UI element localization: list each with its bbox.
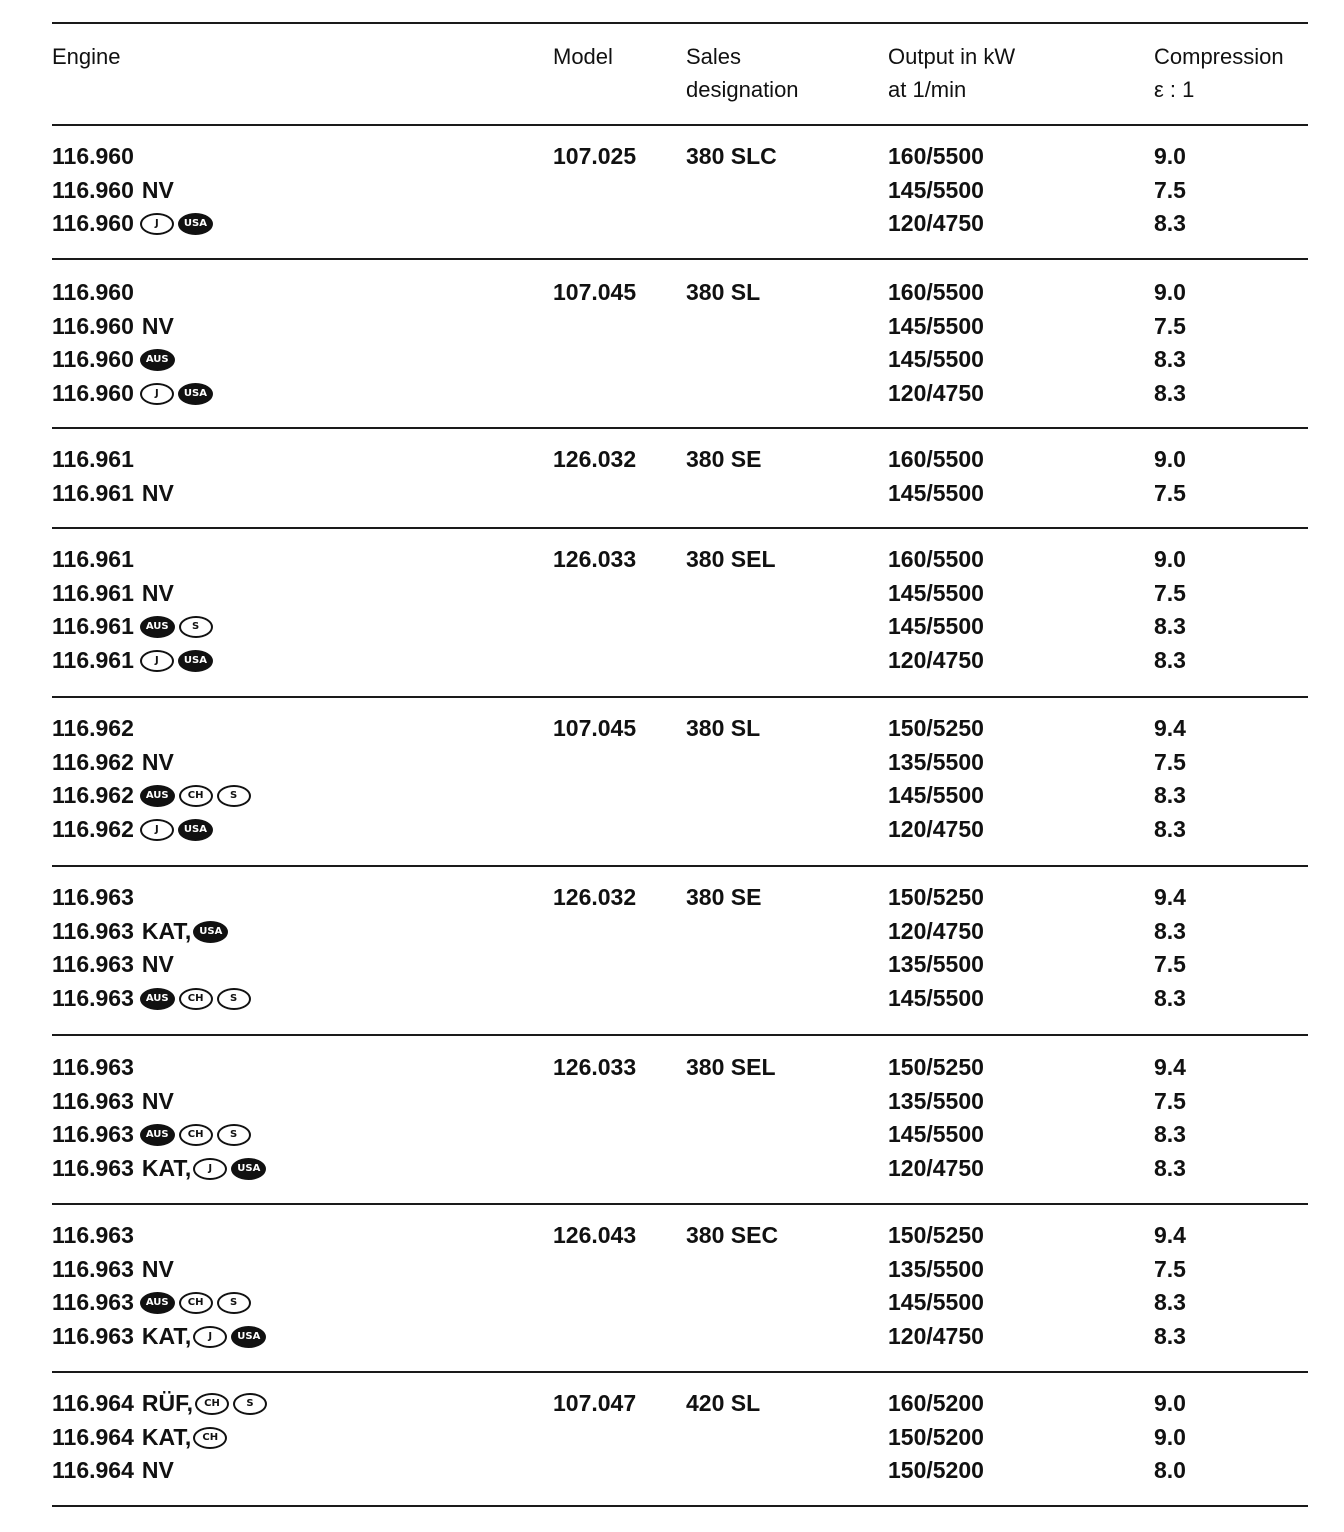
output-cell: 135/5500 [888, 1256, 984, 1282]
engine-code: 116.964 [52, 1457, 134, 1483]
country-badge-ch: CH [195, 1393, 229, 1415]
engine-code: 116.961 [52, 647, 134, 673]
output-cell: 120/4750 [888, 816, 984, 842]
engine-suffix: KAT, [141, 1424, 192, 1450]
engine-suffix: KAT, [141, 1155, 192, 1181]
header-output-line2: at 1/min [888, 77, 967, 102]
engine-code: 116.963 [52, 918, 134, 944]
sales-designation-cell: 380 SEL [686, 1054, 776, 1080]
engine-cell [52, 1118, 255, 1151]
model-cell: 107.045 [553, 715, 637, 741]
engine-cell [52, 1085, 174, 1118]
output-cell: 160/5500 [888, 143, 984, 169]
engine-cell [52, 1320, 270, 1353]
engine-code: 116.962 [52, 782, 134, 808]
engine-cell [52, 477, 174, 510]
country-badges [140, 819, 217, 841]
compression-cell: 7.5 [1154, 480, 1186, 506]
compression-cell: 9.4 [1154, 1222, 1186, 1248]
compression-cell: 8.3 [1154, 210, 1186, 236]
country-badges [140, 213, 217, 235]
country-badges [140, 349, 179, 371]
country-badge-j: J [140, 213, 174, 235]
sales-designation-cell: 380 SEC [686, 1222, 779, 1248]
header-compression-line1: Compression [1154, 44, 1284, 69]
compression-cell: 7.5 [1154, 1256, 1186, 1282]
country-badge-usa: USA [231, 1158, 266, 1180]
country-badges [140, 1292, 255, 1314]
engine-cell [52, 813, 217, 846]
output-cell: 145/5500 [888, 985, 984, 1011]
engine-code: 116.960 [52, 380, 134, 406]
engine-suffix: NV [141, 1457, 174, 1483]
country-badge-ch: CH [179, 988, 213, 1010]
group-divider [52, 865, 1308, 867]
compression-cell: 8.3 [1154, 1155, 1186, 1181]
country-badge-aus: AUS [140, 1292, 175, 1314]
engine-code: 116.963 [52, 1088, 134, 1114]
engine-cell [52, 1051, 134, 1084]
compression-cell: 9.4 [1154, 884, 1186, 910]
country-badge-ch: CH [179, 1292, 213, 1314]
country-badge-usa: USA [231, 1326, 266, 1348]
engine-cell [52, 1152, 270, 1185]
sales-designation-cell: 380 SE [686, 446, 762, 472]
country-badge-j: J [193, 1326, 227, 1348]
country-badges [140, 650, 217, 672]
header-sales-line1: Sales [686, 44, 742, 69]
header-model: Model [553, 44, 613, 69]
engine-cell [52, 310, 174, 343]
header-sales-line2: designation [686, 77, 799, 102]
group-divider [52, 696, 1308, 698]
engine-suffix: NV [141, 177, 174, 203]
engine-cell [52, 577, 174, 610]
country-badge-s: S [233, 1393, 267, 1415]
engine-code: 116.963 [52, 1054, 134, 1080]
country-badge-s: S [217, 1124, 251, 1146]
compression-cell: 8.3 [1154, 380, 1186, 406]
sales-designation-cell: 380 SL [686, 715, 761, 741]
country-badge-aus: AUS [140, 349, 175, 371]
engine-cell [52, 1219, 134, 1252]
country-badge-aus: AUS [140, 988, 175, 1010]
engine-code: 116.960 [52, 313, 134, 339]
engine-cell [52, 207, 217, 240]
output-cell: 120/4750 [888, 1323, 984, 1349]
model-cell: 107.045 [553, 279, 637, 305]
compression-cell: 7.5 [1154, 1088, 1186, 1114]
engine-code: 116.962 [52, 749, 134, 775]
output-cell: 160/5200 [888, 1390, 984, 1416]
country-badges [195, 1393, 271, 1415]
output-cell: 120/4750 [888, 380, 984, 406]
engine-code: 116.960 [52, 143, 134, 169]
output-cell: 120/4750 [888, 1155, 984, 1181]
engine-code: 116.963 [52, 1289, 134, 1315]
output-cell: 145/5500 [888, 613, 984, 639]
model-cell: 126.032 [553, 884, 637, 910]
header-compression-line2: ε : 1 [1154, 77, 1195, 102]
engine-code: 116.964 [52, 1390, 134, 1416]
engine-suffix: KAT, [141, 1323, 192, 1349]
engine-suffix: NV [141, 313, 174, 339]
header-output-line1: Output in kW [888, 44, 1016, 69]
compression-cell: 9.0 [1154, 546, 1186, 572]
engine-code: 116.964 [52, 1424, 134, 1450]
group-divider [52, 258, 1308, 260]
output-cell: 145/5500 [888, 313, 984, 339]
country-badge-s: S [217, 785, 251, 807]
compression-cell: 7.5 [1154, 177, 1186, 203]
country-badges [140, 383, 217, 405]
country-badge-j: J [140, 819, 174, 841]
engine-cell [52, 443, 134, 476]
header-rule [52, 124, 1308, 126]
output-cell: 150/5200 [888, 1457, 984, 1483]
country-badge-s: S [217, 1292, 251, 1314]
sales-designation-cell: 380 SLC [686, 143, 777, 169]
engine-code: 116.963 [52, 951, 134, 977]
compression-cell: 8.3 [1154, 647, 1186, 673]
country-badge-aus: AUS [140, 1124, 175, 1146]
engine-cell [52, 915, 232, 948]
output-cell: 135/5500 [888, 951, 984, 977]
sales-designation-cell: 380 SL [686, 279, 761, 305]
country-badge-s: S [179, 616, 213, 638]
output-cell: 135/5500 [888, 749, 984, 775]
country-badges [193, 1158, 270, 1180]
country-badges [193, 1326, 270, 1348]
compression-cell: 9.0 [1154, 1390, 1186, 1416]
compression-cell: 8.3 [1154, 613, 1186, 639]
country-badge-s: S [217, 988, 251, 1010]
output-cell: 150/5250 [888, 1054, 984, 1080]
compression-cell: 8.3 [1154, 1289, 1186, 1315]
compression-cell: 8.3 [1154, 782, 1186, 808]
engine-code: 116.962 [52, 816, 134, 842]
group-divider [52, 1203, 1308, 1205]
engine-suffix: NV [141, 480, 174, 506]
engine-suffix: NV [141, 749, 174, 775]
country-badge-ch: CH [193, 1427, 227, 1449]
engine-suffix: NV [141, 580, 174, 606]
model-cell: 126.043 [553, 1222, 637, 1248]
engine-cell [52, 1253, 174, 1286]
model-cell: 107.047 [553, 1390, 637, 1416]
model-cell: 126.033 [553, 546, 637, 572]
engine-cell [52, 1421, 231, 1454]
engine-suffix: NV [141, 1256, 174, 1282]
output-cell: 145/5500 [888, 580, 984, 606]
country-badges [140, 988, 255, 1010]
engine-code: 116.961 [52, 580, 134, 606]
engine-cell [52, 610, 217, 643]
engine-code: 116.961 [52, 480, 134, 506]
compression-cell: 9.0 [1154, 1424, 1186, 1450]
compression-cell: 7.5 [1154, 313, 1186, 339]
group-divider [52, 1505, 1308, 1507]
compression-cell: 8.3 [1154, 346, 1186, 372]
compression-cell: 8.3 [1154, 816, 1186, 842]
output-cell: 145/5500 [888, 346, 984, 372]
engine-cell [52, 377, 217, 410]
country-badge-usa: USA [178, 819, 213, 841]
sales-designation-cell: 380 SEL [686, 546, 776, 572]
country-badge-aus: AUS [140, 785, 175, 807]
engine-code: 116.962 [52, 715, 134, 741]
output-cell: 150/5250 [888, 1222, 984, 1248]
country-badges [140, 616, 217, 638]
engine-code: 116.963 [52, 985, 134, 1011]
compression-cell: 7.5 [1154, 580, 1186, 606]
group-divider [52, 1371, 1308, 1373]
country-badge-usa: USA [178, 650, 213, 672]
output-cell: 120/4750 [888, 210, 984, 236]
engine-code: 116.963 [52, 1323, 134, 1349]
engine-cell [52, 276, 134, 309]
engine-cell [52, 746, 174, 779]
country-badge-usa: USA [193, 921, 228, 943]
output-cell: 160/5500 [888, 546, 984, 572]
header-engine: Engine [52, 44, 121, 69]
compression-cell: 9.4 [1154, 715, 1186, 741]
engine-cell [52, 1454, 174, 1487]
group-divider [52, 427, 1308, 429]
compression-cell: 9.0 [1154, 143, 1186, 169]
country-badges [193, 921, 232, 943]
country-badges [193, 1427, 231, 1449]
compression-cell: 8.3 [1154, 1323, 1186, 1349]
sales-designation-cell: 420 SL [686, 1390, 761, 1416]
compression-cell: 7.5 [1154, 749, 1186, 775]
output-cell: 150/5250 [888, 715, 984, 741]
engine-cell [52, 543, 134, 576]
engine-cell [52, 779, 255, 812]
engine-code: 116.960 [52, 210, 134, 236]
engine-cell [52, 1387, 271, 1420]
output-cell: 150/5250 [888, 884, 984, 910]
compression-cell: 9.0 [1154, 446, 1186, 472]
engine-code: 116.961 [52, 613, 134, 639]
output-cell: 120/4750 [888, 647, 984, 673]
engine-cell [52, 948, 174, 981]
engine-cell [52, 644, 217, 677]
output-cell: 145/5500 [888, 480, 984, 506]
engine-cell [52, 140, 134, 173]
output-cell: 150/5200 [888, 1424, 984, 1450]
engine-suffix: RÜF, [141, 1390, 193, 1416]
engine-code: 116.963 [52, 1222, 134, 1248]
engine-code: 116.960 [52, 279, 134, 305]
model-cell: 126.033 [553, 1054, 637, 1080]
country-badge-ch: CH [179, 1124, 213, 1146]
compression-cell: 8.3 [1154, 1121, 1186, 1147]
group-divider [52, 527, 1308, 529]
engine-code: 116.963 [52, 1155, 134, 1181]
engine-code: 116.960 [52, 177, 134, 203]
output-cell: 145/5500 [888, 782, 984, 808]
compression-cell: 8.3 [1154, 918, 1186, 944]
group-divider [52, 1034, 1308, 1036]
sales-designation-cell: 380 SE [686, 884, 762, 910]
engine-suffix: KAT, [141, 918, 192, 944]
output-cell: 145/5500 [888, 1121, 984, 1147]
engine-cell [52, 343, 179, 376]
country-badge-usa: USA [178, 213, 213, 235]
compression-cell: 7.5 [1154, 951, 1186, 977]
table-top-rule [52, 22, 1308, 24]
output-cell: 145/5500 [888, 177, 984, 203]
engine-code: 116.960 [52, 346, 134, 372]
compression-cell: 8.0 [1154, 1457, 1186, 1483]
compression-cell: 8.3 [1154, 985, 1186, 1011]
engine-suffix: NV [141, 1088, 174, 1114]
country-badge-j: J [140, 650, 174, 672]
compression-cell: 9.0 [1154, 279, 1186, 305]
output-cell: 145/5500 [888, 1289, 984, 1315]
country-badges [140, 785, 255, 807]
country-badge-j: J [140, 383, 174, 405]
engine-cell [52, 881, 134, 914]
engine-cell [52, 1286, 255, 1319]
model-cell: 126.032 [553, 446, 637, 472]
country-badge-aus: AUS [140, 616, 175, 638]
engine-code: 116.961 [52, 546, 134, 572]
engine-cell [52, 982, 255, 1015]
model-cell: 107.025 [553, 143, 637, 169]
output-cell: 135/5500 [888, 1088, 984, 1114]
compression-cell: 9.4 [1154, 1054, 1186, 1080]
output-cell: 120/4750 [888, 918, 984, 944]
output-cell: 160/5500 [888, 446, 984, 472]
engine-code: 116.963 [52, 1121, 134, 1147]
engine-cell [52, 174, 174, 207]
engine-code: 116.961 [52, 446, 134, 472]
country-badge-ch: CH [179, 785, 213, 807]
country-badge-usa: USA [178, 383, 213, 405]
country-badge-j: J [193, 1158, 227, 1180]
engine-code: 116.963 [52, 884, 134, 910]
engine-cell [52, 712, 134, 745]
engine-code: 116.963 [52, 1256, 134, 1282]
engine-suffix: NV [141, 951, 174, 977]
output-cell: 160/5500 [888, 279, 984, 305]
country-badges [140, 1124, 255, 1146]
